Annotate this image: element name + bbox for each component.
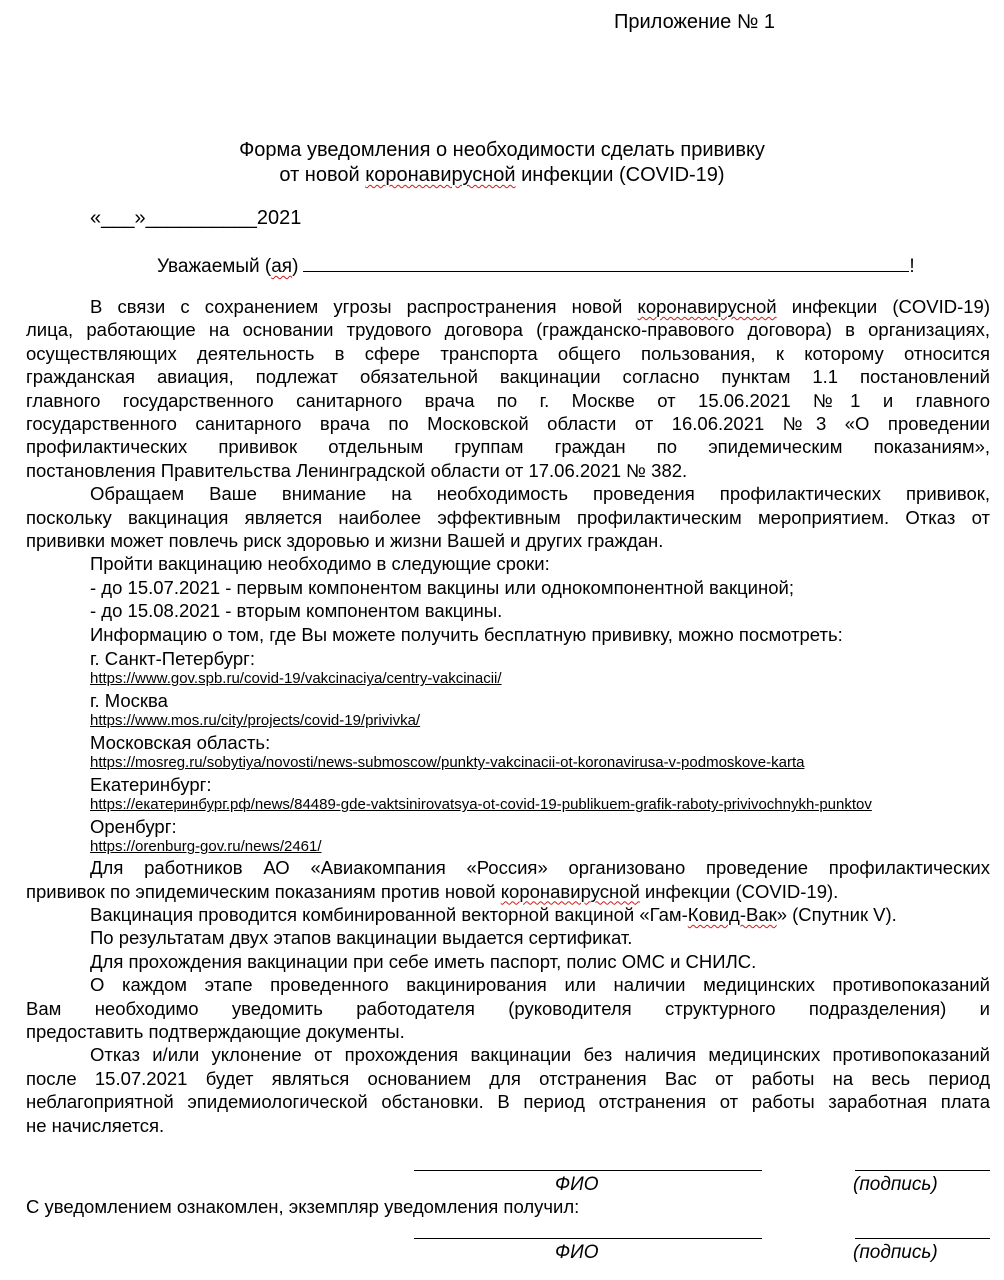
spellcheck-flag: ая [271,256,293,277]
paragraph-line [26,880,990,903]
city-link[interactable]: https://www.gov.spb.ru/covid-19/vakcinaciya/centry-vakcinacii/ [90,670,502,688]
spellcheck-flag: коронавирусной [637,296,777,317]
fio-signature-line [414,1238,762,1239]
city-link[interactable]: https://екатеринбург.рф/news/84489-gde-vaktsinirovatsya-ot-covid-19-publikuem-grafik-raboty-privivochnykh-punktov [90,796,872,814]
paragraph-line: Отказ и/или уклонение от прохождения вакцинации без наличия медицинских противопоказаний [90,1044,990,1066]
spellcheck-flag: Ковид-Вак [687,903,777,925]
paragraph-line: государственного санитарного врача по Московской области от 16.06.2021 №3 «О проведении [26,413,990,435]
deadline-item: - до 15.07.2021 - первым компонентом вакцины или однокомпонентной вакциной; [90,576,794,598]
paragraph-line: после 15.07.2021 будет являться основанием для отстранения Вас от работы на весь период [26,1067,990,1089]
greeting-text: Уважаемый ( [157,256,272,277]
text: прививок по эпидемическим показаниям против новой [26,880,501,902]
text: В связи с сохранением угрозы распространения новой [90,296,638,317]
text: инфекции (COVID-19). [639,880,839,902]
title-line-1: Форма уведомления о необходимости сделать прививку [239,139,765,161]
fio-caption: ФИО [555,1174,599,1195]
title-text: от новой [279,164,366,186]
signature-line [855,1238,990,1239]
city-name: г. Москва [90,690,168,712]
signature-caption: (подпись) [853,1174,938,1195]
paragraph-line: По результатам двух этапов вакцинации выдается сертификат. [90,927,633,949]
notice-body [26,295,990,1137]
paragraph-line: лица, работающие на основании трудового договора (гражданско-правового договора) в организациях, [26,319,990,341]
greeting [157,253,915,278]
paragraph-line: Обращаем Ваше внимание на необходимость проведения профилактических прививок, [90,483,990,505]
text: » (Спутник V). [776,903,897,925]
deadline-item: - до 15.08.2021 - вторым компонентом вакцины. [90,600,503,622]
city-link[interactable]: https://mosreg.ru/sobytiya/novosti/news-submoscow/punkty-vakcinacii-ot-koronavirusa-v-podmoskove-karta [90,754,805,772]
paragraph-line: прививки может повлечь риск здоровью и жизни Вашей и других граждан. [26,530,664,552]
city-name: Екатеринбург: [90,774,212,796]
deadlines-intro: Пройти вакцинацию необходимо в следующие сроки: [90,553,550,575]
spellcheck-flag: коронавирусной [500,880,640,902]
paragraph-line: предоставить подтверждающие документы. [26,1020,405,1042]
signature-line [855,1170,990,1171]
paragraph-line: Для прохождения вакцинации при себе иметь паспорт, полис ОМС и СНИЛС. [90,950,757,972]
paragraph-line [26,295,990,318]
paragraph-line: постановления Правительства Ленинградской области от 17.06.2021 № 382. [26,459,688,481]
city-name: Московская область: [90,732,271,754]
greeting-exclaim: ! [909,256,915,277]
title-line-2 [0,163,1004,188]
text: инфекции (COVID-19) [776,296,990,317]
paragraph-line: Вам необходимо уведомить работодателя (руководителя структурного подразделения) и [26,997,990,1019]
title-text: инфекции (COVID-19) [515,164,725,186]
greeting-text: ) [292,256,299,277]
paragraph-line: О каждом этапе проведенного вакцинирования или наличии медицинских противопоказаний [90,974,990,996]
paragraph-line: поскольку вакцинация является наиболее эффективным профилактическим мероприятием. Отказ от [26,506,990,528]
paragraph-line: не начисляется. [26,1114,165,1136]
info-line: Информацию о том, где Вы можете получить бесплатную прививку, можно посмотреть: [90,623,843,645]
city-link[interactable]: https://orenburg-gov.ru/news/2461/ [90,838,322,856]
fio-caption: ФИО [555,1242,599,1263]
fio-signature-line [414,1170,762,1171]
city-link[interactable]: https://www.mos.ru/city/projects/covid-19/privivka/ [90,712,421,730]
text: Вакцинация проводится комбинированной векторной вакциной «Гам- [90,903,688,925]
paragraph-line: профилактических прививок отдельным группам граждан по эпидемическим показаниям», [26,436,990,458]
acknowledgement-text: С уведомлением ознакомлен, экземпляр уведомления получил: [26,1196,580,1217]
paragraph-line: Для работников АО «Авиакомпания «Россия» организовано проведение профилактических [90,857,990,879]
paragraph-line: неблагоприятной эпидемиологической обстановки. В период отстранения от работы заработная плата [26,1091,990,1113]
paragraph-line: главного государственного санитарного врача по г. Москве от 15.06.2021 №1 и главного [26,389,990,411]
document-title [0,138,1004,188]
paragraph-line [26,903,990,926]
city-name: Оренбург: [90,816,177,838]
signature-caption: (подпись) [853,1242,938,1263]
name-blank [303,253,909,272]
date-field: «___»__________2021 [90,207,302,229]
paragraph-line: осуществляющих деятельность в сфере транспорта общего пользования, к которому относится [26,342,990,364]
annex-number: Приложение № 1 [614,11,775,33]
spellcheck-flag: коронавирусной [365,164,516,186]
paragraph-line: гражданская авиация, подлежат обязательной вакцинации согласно пунктам 1.1 постановлений [26,366,990,388]
city-name: г. Санкт-Петербург: [90,648,256,670]
